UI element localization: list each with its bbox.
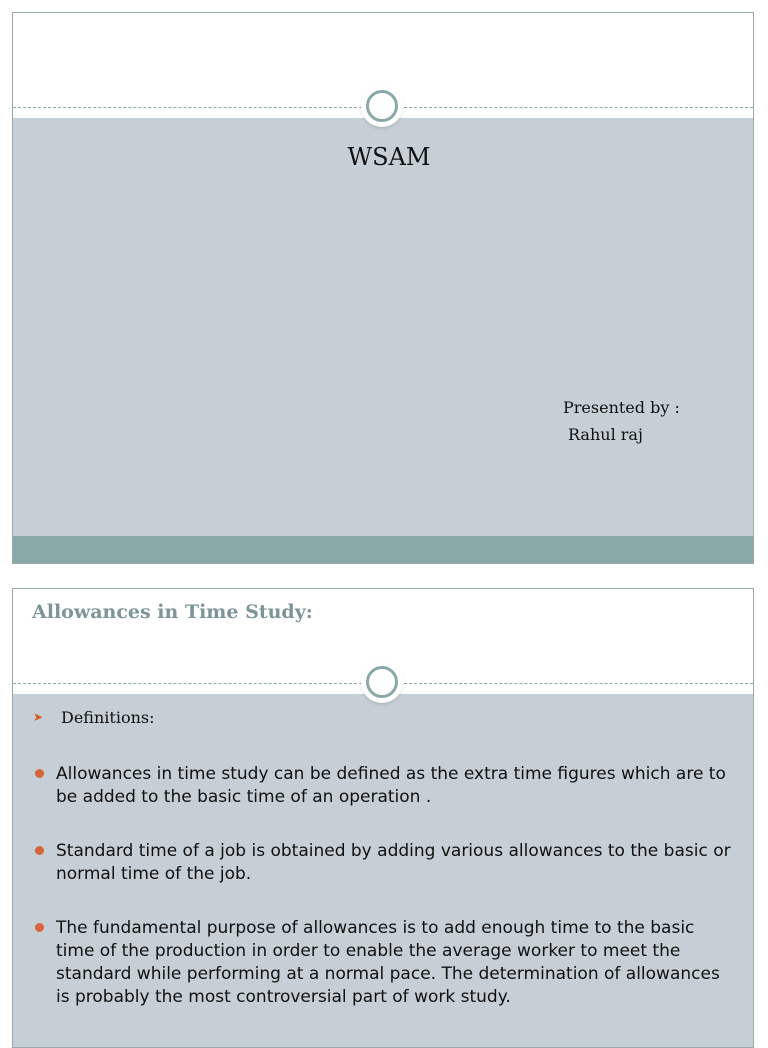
definitions-label: Definitions: (61, 708, 155, 727)
slide-title: WSAM (347, 143, 431, 171)
presenter-name: Rahul raj (568, 425, 643, 444)
bullet-list (33, 763, 733, 1040)
bullet-text: Standard time of a job is obtained by adding various allowances to the basic or normal time of the job. (56, 841, 731, 884)
bullet-dot-icon (35, 923, 44, 932)
list-item (33, 840, 733, 886)
bullet-text: The fundamental purpose of allowances is to add enough time to the basic time of the production in order to enable the average worker to meet the standard while performing at a normal pace. The determination of allowances is probably the most controversial part of work study. (56, 918, 720, 1007)
definitions-heading (33, 708, 154, 727)
footer-bar (13, 536, 753, 563)
list-item (33, 763, 733, 809)
ring-ornament-icon (363, 87, 401, 125)
title-slide (12, 12, 754, 564)
presented-by-label: Presented by : (563, 398, 680, 417)
bullet-dot-icon (35, 846, 44, 855)
slide-title: Allowances in Time Study: (32, 601, 313, 623)
ring-ornament-icon (363, 663, 401, 701)
presenter-block (563, 394, 680, 448)
bullet-text: Allowances in time study can be defined as the extra time figures which are to be added to the basic time of an operation . (56, 764, 726, 807)
list-item (33, 917, 733, 1009)
arrow-bullet-icon: ➤ (33, 710, 44, 724)
content-slide (12, 588, 754, 1048)
bullet-dot-icon (35, 769, 44, 778)
